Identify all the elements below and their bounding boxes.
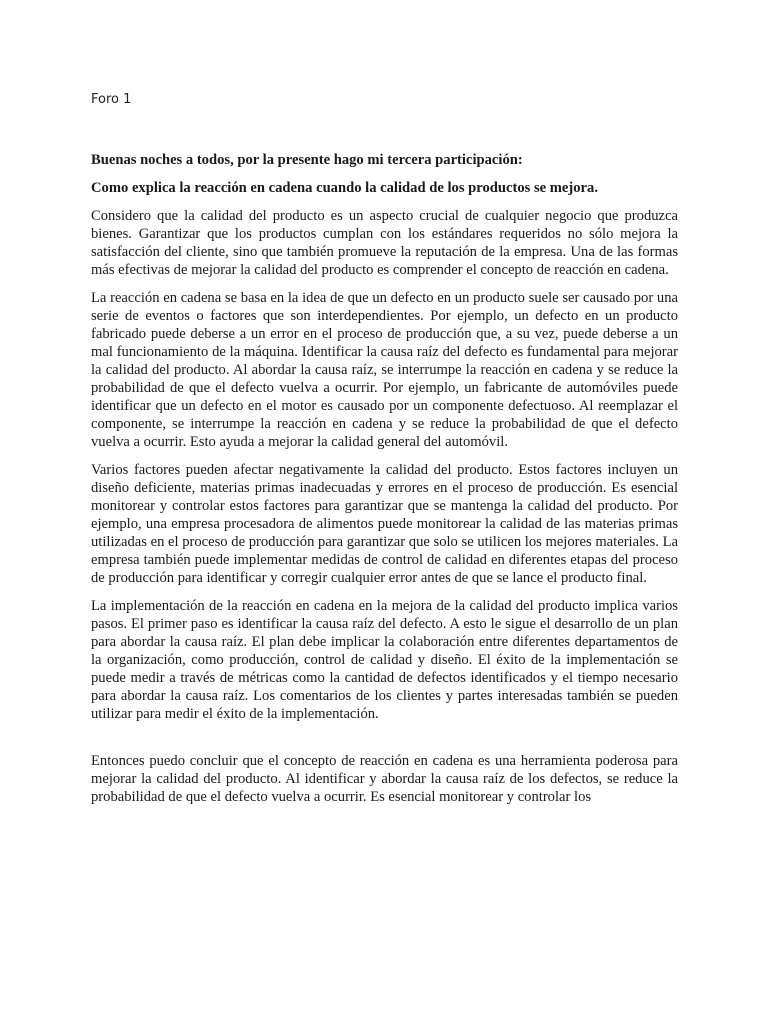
document-body bbox=[91, 151, 678, 816]
paragraph-implementation: La implementación de la reacción en cadena en la mejora de la calidad del producto implica varios pasos. El primer paso es identificar la causa raíz del defecto. A esto le sigue el desarrollo de un plan para abordar la causa raíz. El plan debe implicar la colaboración entre diferentes departamentos de la organización, como producción, control de calidad y diseño. El éxito de la implementación se puede medir a través de métricas como la cantidad de defectos identificados y el tiempo necesario para abordar la causa raíz. Los comentarios de los clientes y partes interesadas también se pueden utilizar para medir el éxito de la implementación. bbox=[91, 598, 678, 722]
document-header-label: Foro 1 bbox=[91, 92, 132, 107]
question-heading: Como explica la reacción en cadena cuando la calidad de los productos se mejora. bbox=[91, 180, 598, 196]
greeting-heading: Buenas noches a todos, por la presente hago mi tercera participación: bbox=[91, 152, 523, 168]
paragraph-intro: Considero que la calidad del producto es un aspecto crucial de cualquier negocio que produzca bienes. Garantizar que los productos cumplan con los estándares requeridos no sólo mejora la satisfacción del cliente, sino que también promueve la reputación de la empresa. Una de las formas más efectivas de mejorar la calidad del producto es comprender el concepto de reacción en cadena. bbox=[91, 208, 678, 278]
paragraph-conclusion: Entonces puedo concluir que el concepto de reacción en cadena es una herramienta poderosa para mejorar la calidad del producto. Al identificar y abordar la causa raíz de los defectos, se reduce la probabilidad de que el defecto vuelva a ocurrir. Es esencial monitorear y controlar los bbox=[91, 753, 678, 805]
paragraph-chain-reaction: La reacción en cadena se basa en la idea de que un defecto en un producto suele ser causado por una serie de eventos o factores que son interdependientes. Por ejemplo, un defecto en un producto fabricado puede deberse a un error en el proceso de producción que, a su vez, puede deberse a un mal funcionamiento de la máquina. Identificar la causa raíz del defecto es fundamental para mejorar la calidad del producto. Al abordar la causa raíz, se interrumpe la reacción en cadena y se reduce la probabilidad de que el defecto vuelva a ocurrir. Por ejemplo, un fabricante de automóviles puede identificar que un defecto en el motor es causado por un componente defectuoso. Al reemplazar el componente, se interrumpe la reacción en cadena y se reduce la probabilidad de que el defecto vuelva a ocurrir. Esto ayuda a mejorar la calidad general del automóvil. bbox=[91, 290, 678, 450]
paragraph-factors: Varios factores pueden afectar negativamente la calidad del producto. Estos factores incluyen un diseño deficiente, materias primas inadecuadas y errores en el proceso de producción. Es esencial monitorear y controlar estos factores para garantizar que se mantenga la calidad del producto. Por ejemplo, una empresa procesadora de alimentos puede monitorear la calidad de las materias primas utilizadas en el proceso de producción para garantizar que solo se utilicen los mejores materiales. La empresa también puede implementar medidas de control de calidad en diferentes etapas del proceso de producción para identificar y corregir cualquier error antes de que se lance el producto final. bbox=[91, 462, 678, 586]
